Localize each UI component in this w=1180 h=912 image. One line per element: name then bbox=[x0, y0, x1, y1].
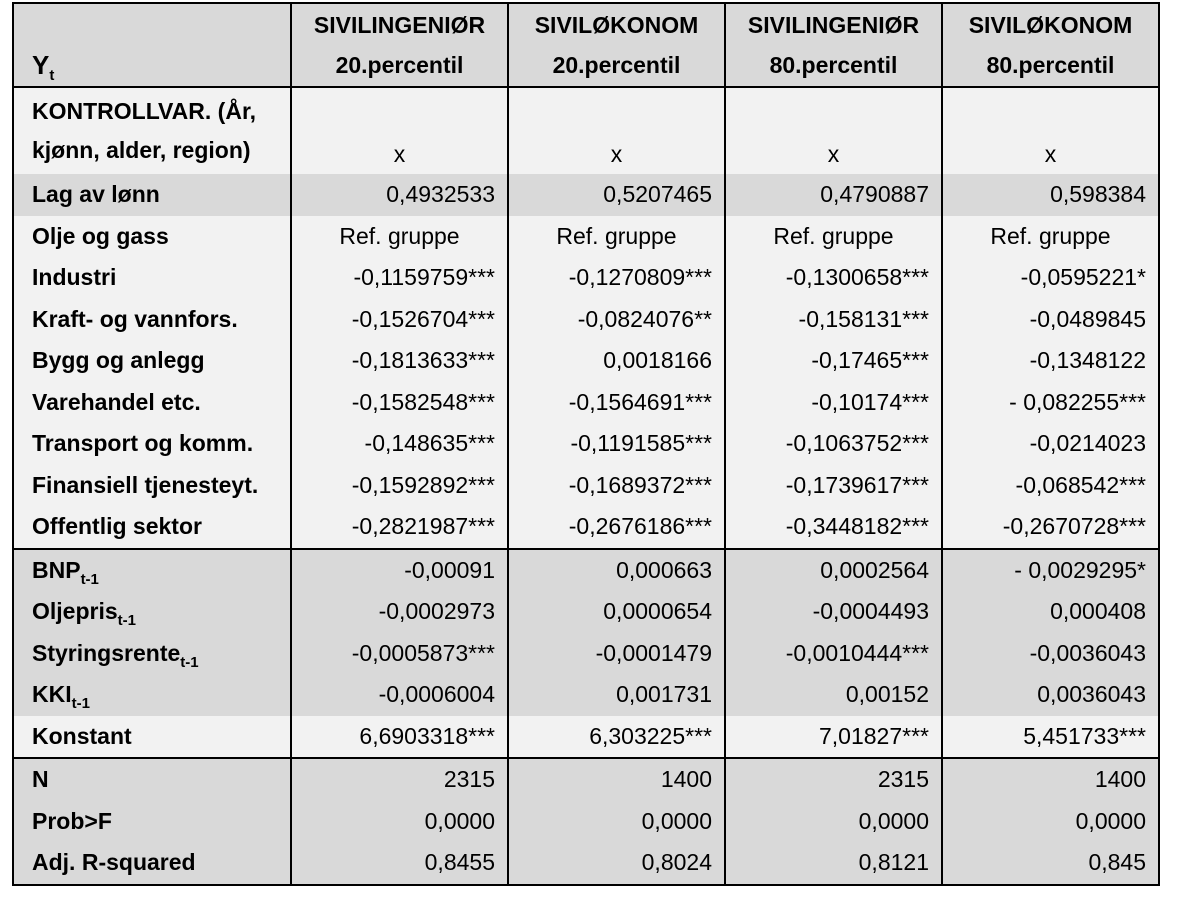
table-cell: 0,5207465 bbox=[508, 174, 725, 216]
table-cell: -0,1564691*** bbox=[508, 382, 725, 424]
row-label-text: Styringsrente bbox=[32, 639, 181, 666]
table-cell: 7,01827*** bbox=[725, 716, 942, 759]
table-cell: -0,1063752*** bbox=[725, 423, 942, 465]
table-cell: 0,00152 bbox=[725, 674, 942, 716]
row-label-text: KKI bbox=[32, 681, 72, 708]
table-cell: x bbox=[725, 87, 942, 174]
table-cell: 0,0002564 bbox=[725, 549, 942, 592]
table-cell: -0,0214023 bbox=[942, 423, 1159, 465]
row-label-text: Prob>F bbox=[32, 807, 112, 834]
table-cell: Ref. gruppe bbox=[942, 216, 1159, 258]
table-row bbox=[13, 549, 1159, 592]
table-cell: -0,1739617*** bbox=[725, 465, 942, 507]
row-label bbox=[13, 382, 291, 424]
table-cell: x bbox=[508, 87, 725, 174]
row-label bbox=[13, 216, 291, 258]
table-cell: -0,1813633*** bbox=[291, 340, 508, 382]
header-y-label bbox=[13, 3, 291, 87]
table-cell: -0,17465*** bbox=[725, 340, 942, 382]
row-label-line: KONTROLLVAR. (År, bbox=[32, 98, 257, 124]
row-label-text: Offentlig sektor bbox=[32, 513, 202, 540]
row-label bbox=[13, 174, 291, 216]
column-subtitle: 20.percentil bbox=[335, 52, 464, 78]
row-label-text: Adj. R-squared bbox=[32, 849, 196, 876]
table-row-kontroll bbox=[13, 87, 1159, 174]
row-label bbox=[13, 340, 291, 382]
table-cell: -0,1582548*** bbox=[291, 382, 508, 424]
table-cell: -0,1270809*** bbox=[508, 257, 725, 299]
table-cell: 0,0000 bbox=[942, 801, 1159, 843]
row-label bbox=[13, 716, 291, 759]
header-col-1 bbox=[291, 3, 508, 87]
header-col-2 bbox=[508, 3, 725, 87]
table-cell: 0,000663 bbox=[508, 549, 725, 592]
table-cell: -0,3448182*** bbox=[725, 506, 942, 549]
header-col-4 bbox=[942, 3, 1159, 87]
row-label bbox=[13, 87, 291, 174]
table-row bbox=[13, 758, 1159, 801]
table-cell: -0,2821987*** bbox=[291, 506, 508, 549]
row-label-subscript: t-1 bbox=[117, 612, 136, 630]
row-label-subscript: t-1 bbox=[180, 653, 199, 671]
table-cell: -0,2670728*** bbox=[942, 506, 1159, 549]
row-label-text: BNP bbox=[32, 556, 81, 583]
table-cell: -0,068542*** bbox=[942, 465, 1159, 507]
table-cell: -0,1159759*** bbox=[291, 257, 508, 299]
row-label bbox=[13, 299, 291, 341]
row-label-text: Finansiell tjenesteyt. bbox=[32, 471, 259, 498]
table-cell: 0,8455 bbox=[291, 842, 508, 885]
table-cell: -0,10174*** bbox=[725, 382, 942, 424]
row-label bbox=[13, 506, 291, 549]
table-cell: -0,158131*** bbox=[725, 299, 942, 341]
table-row bbox=[13, 465, 1159, 507]
row-label-text: Oljepris bbox=[32, 598, 118, 625]
table-cell: x bbox=[291, 87, 508, 174]
row-label-subscript: t-1 bbox=[71, 695, 90, 713]
table-row bbox=[13, 506, 1159, 549]
table-cell: 0,0000 bbox=[725, 801, 942, 843]
row-label-text: Varehandel etc. bbox=[32, 388, 201, 415]
column-title: SIVILINGENIØR bbox=[747, 12, 920, 38]
row-label-line: kjønn, alder, region) bbox=[32, 137, 251, 163]
table-row bbox=[13, 382, 1159, 424]
row-label-text: Lag av lønn bbox=[32, 181, 160, 208]
table-body bbox=[13, 3, 1159, 885]
table-cell: Ref. gruppe bbox=[291, 216, 508, 258]
column-subtitle: 80.percentil bbox=[769, 52, 898, 78]
table-cell: 5,451733*** bbox=[942, 716, 1159, 759]
table-cell: 0,0000654 bbox=[508, 591, 725, 633]
table-cell: -0,0036043 bbox=[942, 633, 1159, 675]
table-row bbox=[13, 633, 1159, 675]
table-cell: -0,2676186*** bbox=[508, 506, 725, 549]
table-cell: -0,0824076** bbox=[508, 299, 725, 341]
table-row bbox=[13, 591, 1159, 633]
table-row bbox=[13, 257, 1159, 299]
table-cell: 1400 bbox=[942, 758, 1159, 801]
table-cell: 0,0000 bbox=[508, 801, 725, 843]
table-cell: -0,1348122 bbox=[942, 340, 1159, 382]
table-cell: -0,1592892*** bbox=[291, 465, 508, 507]
table-cell: -0,0004493 bbox=[725, 591, 942, 633]
table-cell: 0,8024 bbox=[508, 842, 725, 885]
table-cell: -0,1689372*** bbox=[508, 465, 725, 507]
header-col-3 bbox=[725, 3, 942, 87]
row-label-text: Olje og gass bbox=[32, 222, 169, 249]
row-label-text: N bbox=[32, 766, 49, 793]
table-cell: -0,0002973 bbox=[291, 591, 508, 633]
table-cell: -0,00091 bbox=[291, 549, 508, 592]
table-cell: - 0,082255*** bbox=[942, 382, 1159, 424]
row-label-text: Bygg og anlegg bbox=[32, 347, 205, 374]
table-row bbox=[13, 674, 1159, 716]
table-cell: -0,0595221* bbox=[942, 257, 1159, 299]
table-cell: 6,303225*** bbox=[508, 716, 725, 759]
table-cell: x bbox=[942, 87, 1159, 174]
column-subtitle: 80.percentil bbox=[986, 52, 1115, 78]
table-cell: -0,1300658*** bbox=[725, 257, 942, 299]
row-label bbox=[13, 801, 291, 843]
row-label bbox=[13, 257, 291, 299]
regression-table bbox=[12, 2, 1160, 886]
table-row bbox=[13, 716, 1159, 759]
y-subscript: t bbox=[49, 67, 55, 84]
table-cell: Ref. gruppe bbox=[508, 216, 725, 258]
table-cell: 0,0018166 bbox=[508, 340, 725, 382]
table-cell: 0,0036043 bbox=[942, 674, 1159, 716]
header-row bbox=[13, 3, 1159, 87]
row-label-text: Transport og komm. bbox=[32, 430, 254, 457]
table-cell: -0,0489845 bbox=[942, 299, 1159, 341]
table-cell: - 0,0029295* bbox=[942, 549, 1159, 592]
row-label bbox=[13, 549, 291, 592]
row-label bbox=[13, 674, 291, 716]
table-cell: 0,4790887 bbox=[725, 174, 942, 216]
row-label-text: Konstant bbox=[32, 722, 132, 749]
table-cell: -0,1526704*** bbox=[291, 299, 508, 341]
table-cell: -0,1191585*** bbox=[508, 423, 725, 465]
column-title: SIVILØKONOM bbox=[534, 12, 699, 38]
column-subtitle: 20.percentil bbox=[552, 52, 681, 78]
table-row bbox=[13, 423, 1159, 465]
table-cell: 0,000408 bbox=[942, 591, 1159, 633]
table-cell: 0,001731 bbox=[508, 674, 725, 716]
table-cell: -0,148635*** bbox=[291, 423, 508, 465]
row-label bbox=[13, 842, 291, 885]
table-row bbox=[13, 842, 1159, 885]
table-cell: -0,0005873*** bbox=[291, 633, 508, 675]
table-cell: 6,6903318*** bbox=[291, 716, 508, 759]
row-label bbox=[13, 591, 291, 633]
table-cell: 2315 bbox=[291, 758, 508, 801]
table-cell: 0,845 bbox=[942, 842, 1159, 885]
row-label-text: Industri bbox=[32, 264, 117, 291]
row-label bbox=[13, 633, 291, 675]
table-cell: -0,0006004 bbox=[291, 674, 508, 716]
row-label bbox=[13, 465, 291, 507]
row-label-subscript: t-1 bbox=[80, 570, 99, 588]
y-symbol: Y bbox=[32, 50, 50, 80]
table-row bbox=[13, 174, 1159, 216]
table-cell: 0,4932533 bbox=[291, 174, 508, 216]
table-cell: 1400 bbox=[508, 758, 725, 801]
row-label bbox=[13, 423, 291, 465]
row-label bbox=[13, 758, 291, 801]
column-title: SIVILØKONOM bbox=[968, 12, 1133, 38]
table-cell: -0,0001479 bbox=[508, 633, 725, 675]
table-cell: Ref. gruppe bbox=[725, 216, 942, 258]
table-row bbox=[13, 216, 1159, 258]
table-row bbox=[13, 801, 1159, 843]
table-cell: 0,8121 bbox=[725, 842, 942, 885]
table-cell: -0,0010444*** bbox=[725, 633, 942, 675]
table-cell: 2315 bbox=[725, 758, 942, 801]
row-label-text: Kraft- og vannfors. bbox=[32, 305, 238, 332]
table-cell: 0,598384 bbox=[942, 174, 1159, 216]
column-title: SIVILINGENIØR bbox=[313, 12, 486, 38]
table-cell: 0,0000 bbox=[291, 801, 508, 843]
table-row bbox=[13, 340, 1159, 382]
table-row bbox=[13, 299, 1159, 341]
